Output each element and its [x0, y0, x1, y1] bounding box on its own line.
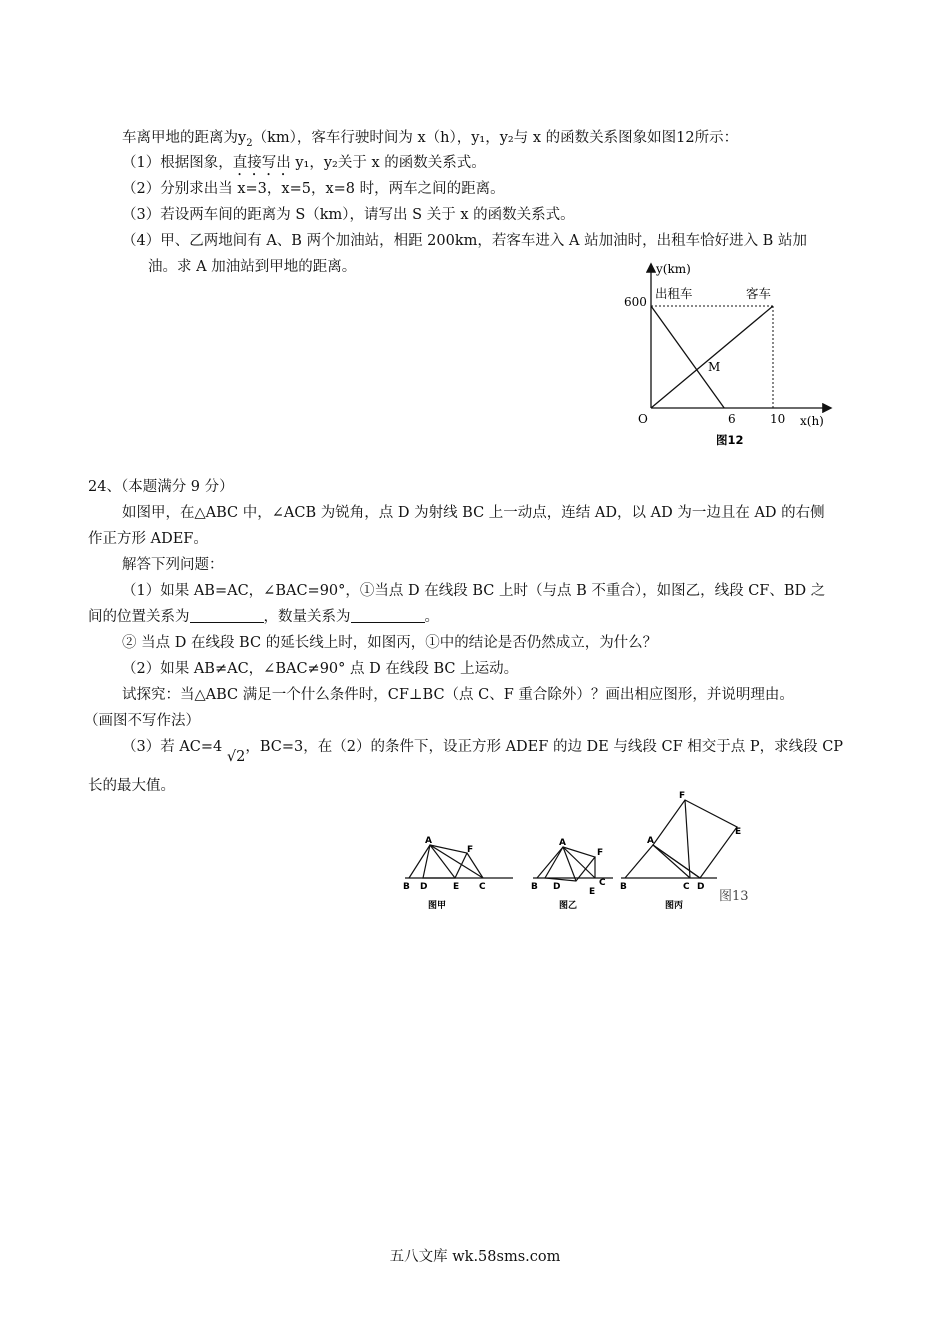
q23-line-pre: 车离甲地的距离为	[122, 130, 238, 146]
fig13-yi	[531, 838, 613, 911]
q23-part2: （2）分别求出当 x=3，x=5，x=8 时，两车之间的距离。	[122, 181, 505, 197]
fig13-yi-f: F	[597, 848, 604, 858]
fig13-jia-caption: 图甲	[428, 901, 447, 911]
figure-12	[600, 255, 840, 455]
q23-part4-b: 油。求 A 加油站到甲地的距离。	[148, 259, 357, 275]
fig13-bing-b: B	[620, 882, 627, 892]
fig13-yi-b: B	[531, 882, 538, 892]
fig13-yi-caption: 图乙	[559, 901, 578, 911]
q23-part1	[122, 153, 486, 179]
fig12-x-tick-10: 10	[770, 412, 786, 426]
fig12-taxi-label: 出租车	[655, 286, 693, 301]
fig12-bus-line	[651, 306, 773, 408]
fig12-x-tick-6: 6	[728, 412, 736, 426]
q23-line-post: （km），客车行驶时间为 x（h），y₁，y₂与 x 的函数关系图象如图12所示：	[252, 130, 739, 146]
page-footer: 五八文库 wk.58sms.com	[389, 1249, 561, 1265]
fig13-yi-c: C	[599, 878, 606, 888]
fig13-jia	[403, 836, 513, 911]
fig13-bing-c: C	[683, 882, 690, 892]
fig12-caption: 图12	[716, 433, 744, 447]
fig12-y-label: y(km)	[656, 262, 691, 276]
fig13-jia-d: D	[420, 882, 428, 892]
figure-13	[395, 785, 775, 915]
q24-p3-a: （3）若 AC=4	[122, 739, 223, 755]
fig13-bing-d: D	[697, 882, 705, 892]
y2-var: y	[238, 130, 247, 146]
fig13-yi-d: D	[553, 882, 561, 892]
q24-header: 24、（本题满分 9 分）	[88, 479, 234, 495]
q24-part1-c: ② 当点 D 在线段 BC 的延长线上时，如图丙，①中的结论是否仍然成立，为什么？	[122, 635, 658, 651]
q23-p1-a: （1）根据图象，	[122, 155, 233, 171]
q24-p1-b2: ，数量关系为	[263, 609, 351, 625]
fig13-bing-e: E	[735, 827, 742, 837]
fig13-yi-e: E	[589, 887, 596, 897]
q24-explore-b: （画图不写作法）	[84, 713, 200, 729]
sqrt-2: √2	[226, 749, 246, 765]
q23-p1-b: y₁，y₂关于 x 的函数关系式。	[290, 155, 486, 171]
fig13-yi-a: A	[559, 838, 566, 848]
fig12-x-label: x(h)	[800, 414, 824, 428]
fig13-jia-c: C	[479, 882, 486, 892]
fig12-point-m: M	[708, 360, 721, 374]
q24-part3-c: 长的最大值。	[88, 778, 175, 794]
answer-blank-position[interactable]	[190, 608, 264, 623]
q24-p1-b1: 间的位置关系为	[88, 609, 190, 625]
q24-p1-b3: 。	[424, 609, 439, 625]
answer-blank-quantity[interactable]	[351, 608, 425, 623]
q24-p3-b: ，BC=3，在（2）的条件下，设正方形 ADEF 的边 DE 与线段 CF 相交于点 P，求线段 CP	[245, 739, 844, 755]
q24-part1-b	[88, 607, 439, 627]
fig12-bus-label: 客车	[746, 286, 772, 301]
q24-explore-a: 试探究：当△ABC 满足一个什么条件时，CF⊥BC（点 C、F 重合除外）？画出相应图形，并说明理由。	[122, 687, 794, 703]
q24-prompt: 解答下列问题：	[122, 557, 224, 573]
y2-subscript: 2	[246, 137, 253, 149]
fig13-bing-caption: 图丙	[665, 901, 684, 911]
q24-part2: （2）如果 AB≠AC，∠BAC≠90° 点 D 在线段 BC 上运动。	[122, 661, 519, 677]
fig12-taxi-line	[651, 306, 724, 408]
q24-intro-a: 如图甲，在△ABC 中，∠ACB 为锐角，点 D 为射线 BC 上一动点，连结 AD，以 AD 为一边且在 AD 的右侧	[122, 505, 825, 521]
q24-part1-a: （1）如果 AB=AC，∠BAC=90°，①当点 D 在线段 BC 上时（与点 B 不重合），如图乙，线段 CF、BD 之	[122, 583, 826, 599]
q24-part3-a	[122, 737, 844, 765]
fig12-y-tick-600: 600	[624, 295, 647, 309]
fig13-jia-e: E	[453, 882, 460, 892]
q23-first-line	[122, 128, 738, 154]
q23-part3: （3）若设两车间的距离为 S（km），请写出 S 关于 x 的函数关系式。	[122, 207, 575, 223]
q23-part4-a: （4）甲、乙两地间有 A、B 两个加油站，相距 200km，若客车进入 A 站加油时，出租车恰好进入 B 站加	[122, 233, 807, 249]
fig13-bing-a: A	[647, 836, 654, 846]
q23-p1-emphasis: 直接写出	[232, 155, 291, 171]
fig12-origin: O	[638, 412, 648, 426]
fig13-caption: 图13	[719, 889, 749, 904]
q24-intro-b: 作正方形 ADEF。	[88, 531, 208, 547]
fig13-jia-f: F	[467, 845, 474, 855]
fig13-jia-a: A	[425, 836, 432, 846]
fig13-jia-b: B	[403, 882, 410, 892]
fig13-bing-f: F	[679, 791, 686, 801]
